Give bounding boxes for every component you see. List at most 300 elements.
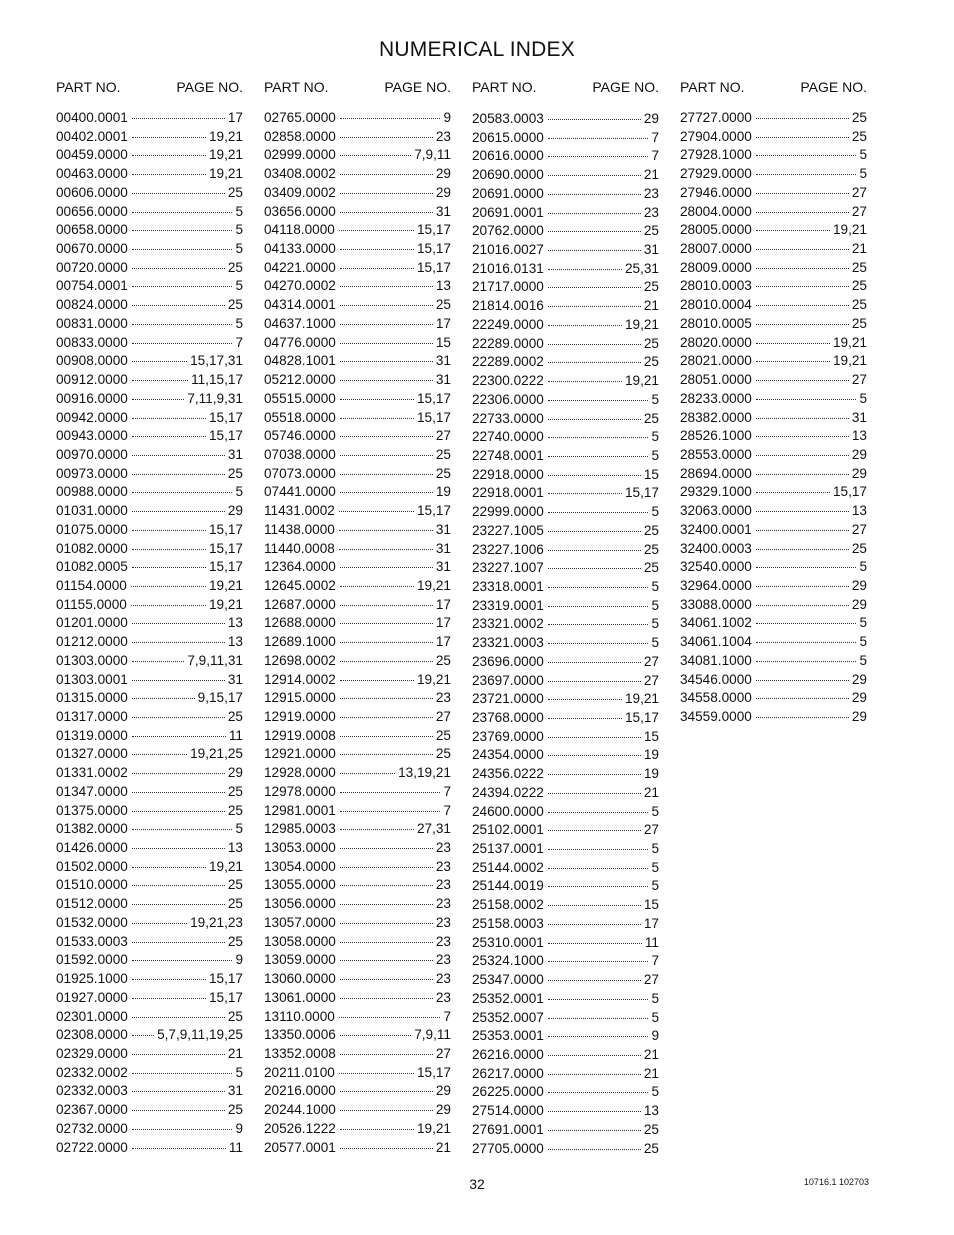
part-number: 12914.0002: [264, 671, 336, 687]
dot-leader: [548, 568, 641, 569]
part-number: 32063.0000: [680, 503, 752, 519]
index-entry: [472, 316, 659, 335]
dot-leader: [340, 904, 433, 905]
page-references: 19,21,23: [190, 914, 243, 930]
index-entry: [56, 390, 243, 409]
index-entry: [56, 708, 243, 727]
dot-leader: [132, 361, 187, 362]
dot-leader: [340, 418, 414, 419]
index-rows: [264, 109, 451, 1157]
dot-leader: [340, 305, 433, 306]
index-entry: [56, 315, 243, 334]
page-references: 7: [651, 148, 659, 164]
page-references: 17: [435, 315, 451, 331]
page-references: 25: [643, 223, 659, 239]
page-references: 13: [851, 503, 867, 519]
part-number: 34558.0000: [680, 690, 752, 706]
index-entry: [264, 521, 451, 540]
part-number: 05518.0000: [264, 409, 336, 425]
page-references: 25: [227, 1008, 243, 1024]
index-entry: [264, 296, 451, 315]
index-entry: [472, 260, 659, 279]
part-number: 11438.0000: [264, 521, 335, 537]
part-number: 22918.0000: [472, 466, 544, 482]
part-number: 00400.0001: [56, 110, 128, 125]
page-references: 25: [435, 727, 451, 743]
dot-leader: [132, 867, 206, 868]
dot-leader: [340, 155, 411, 156]
index-entry: [56, 671, 243, 690]
index-entry: [472, 204, 659, 223]
index-entry: [264, 839, 451, 858]
part-number: 13061.0000: [264, 989, 336, 1005]
page-references: 19,21: [832, 353, 867, 369]
dot-leader: [340, 773, 395, 774]
index-entry: [680, 614, 867, 633]
part-number: 34061.1002: [680, 615, 752, 631]
part-number: 12985.0003: [264, 821, 336, 837]
part-number: 34061.1004: [680, 634, 752, 650]
index-entry: [472, 1009, 659, 1028]
dot-leader: [132, 549, 206, 550]
index-entry: [56, 989, 243, 1008]
page-references: 25: [435, 465, 451, 481]
page-references: 27: [435, 709, 451, 724]
page-references: 23: [643, 185, 659, 201]
page-references: 25: [643, 560, 659, 576]
index-entry: [56, 745, 243, 764]
page-references: 21: [643, 298, 659, 314]
column-header: [472, 79, 659, 97]
part-number: 03409.0002: [264, 184, 336, 200]
dot-leader: [548, 924, 641, 925]
dot-leader: [548, 643, 649, 644]
part-number: 23721.0000: [472, 691, 544, 707]
page-references: 13: [227, 634, 243, 650]
dot-leader: [756, 137, 849, 138]
page-references: 15,17,31: [190, 353, 243, 369]
part-number: 12919.0000: [264, 709, 336, 724]
dot-leader: [548, 325, 622, 326]
dot-leader: [340, 885, 433, 886]
index-entry: [56, 820, 243, 839]
dot-leader: [340, 792, 441, 793]
page-references: 19,21: [208, 166, 243, 182]
dot-leader: [340, 717, 433, 718]
dot-leader: [548, 213, 641, 214]
page-references: 5: [651, 597, 659, 613]
index-entry: [264, 951, 451, 970]
part-number: 07441.0000: [264, 484, 336, 500]
part-number: 23697.0000: [472, 672, 544, 688]
dot-leader: [548, 1111, 641, 1112]
dot-leader: [756, 455, 849, 456]
dot-leader: [340, 829, 414, 830]
part-number: 28553.0000: [680, 446, 752, 462]
part-number: 11440.0008: [264, 540, 335, 556]
part-number: 21717.0000: [472, 279, 544, 295]
index-entry: [472, 503, 659, 522]
dot-leader: [548, 699, 622, 700]
dot-leader: [132, 998, 206, 999]
page-references: 7,9,11: [414, 1027, 451, 1043]
dot-leader: [132, 193, 225, 194]
page-references: 7: [651, 129, 659, 145]
part-number: 20583.0003: [472, 111, 544, 126]
index-entry: [56, 577, 243, 596]
dot-leader: [756, 549, 849, 550]
dot-leader: [756, 530, 849, 531]
part-number: 28694.0000: [680, 465, 752, 481]
part-number: 33088.0000: [680, 596, 752, 612]
part-number: 01303.0000: [56, 652, 128, 668]
page-references: 25: [227, 877, 243, 893]
page-references: 25,31: [624, 260, 659, 276]
part-number: 02765.0000: [264, 110, 336, 125]
dot-leader: [132, 885, 225, 886]
index-entry: [264, 128, 451, 147]
part-number: 04221.0000: [264, 259, 336, 275]
part-number: 00916.0000: [56, 390, 128, 406]
document-id: 10716.1 102703: [803, 1177, 869, 1187]
index-entry: [264, 876, 451, 895]
index-entry: [680, 708, 867, 727]
part-number: 02301.0000: [56, 1008, 128, 1024]
dot-leader: [548, 1149, 641, 1150]
part-number: 24600.0000: [472, 803, 544, 819]
dot-leader: [340, 998, 433, 999]
page-references: 25: [851, 259, 867, 275]
dot-leader: [548, 1018, 649, 1019]
page-references: 5: [651, 841, 659, 857]
page-references: 9: [651, 1028, 659, 1044]
part-number: 00908.0000: [56, 353, 128, 369]
dot-leader: [340, 923, 433, 924]
index-entry: [56, 128, 243, 147]
index-entry: [56, 277, 243, 296]
page-references: 25: [227, 259, 243, 275]
page-references: 25: [227, 297, 243, 313]
dot-leader: [756, 399, 857, 400]
part-number: 32964.0000: [680, 577, 752, 593]
page-references: 31: [435, 559, 451, 575]
dot-leader: [132, 698, 195, 699]
dot-leader: [548, 587, 649, 588]
page-references: 7: [443, 802, 451, 818]
index-entry: [472, 1102, 659, 1121]
part-number: 22289.0002: [472, 354, 544, 370]
part-number: 13058.0000: [264, 933, 336, 949]
page-references: 25: [227, 933, 243, 949]
dot-leader: [756, 174, 857, 175]
part-number: 01502.0000: [56, 858, 128, 874]
page-references: 5: [651, 391, 659, 407]
index-entry: [56, 502, 243, 521]
index-entry: [264, 783, 451, 802]
part-number: 12688.0000: [264, 615, 336, 631]
dot-leader: [132, 324, 233, 325]
index-entry: [472, 466, 659, 485]
index-entry: [264, 483, 451, 502]
dot-leader: [131, 605, 206, 606]
dot-leader: [340, 736, 433, 737]
index-entry: [264, 895, 451, 914]
index-entry: [264, 502, 451, 521]
page-references: 27: [643, 822, 659, 838]
index-entry: [264, 577, 451, 596]
page-references: 19,21: [624, 373, 659, 389]
part-number: 20691.0000: [472, 185, 544, 201]
part-number: 23318.0001: [472, 578, 544, 594]
index-entry: [472, 1083, 659, 1102]
part-number: 01319.0000: [56, 727, 128, 743]
part-number: 23321.0002: [472, 616, 544, 632]
column-header: [264, 79, 451, 97]
index-entry: [472, 1121, 659, 1140]
part-number: 20211.0100: [264, 1064, 335, 1080]
part-number: 20616.0000: [472, 148, 544, 164]
dot-leader: [548, 381, 622, 382]
page-references: 15: [643, 897, 659, 913]
dot-leader: [132, 530, 206, 531]
part-number: 32540.0000: [680, 559, 752, 575]
dot-leader: [340, 474, 433, 475]
index-entry: [56, 203, 243, 222]
part-number: 00402.0001: [56, 128, 128, 144]
dot-leader: [756, 623, 857, 624]
page-no-header: PAGE NO.: [800, 79, 867, 95]
index-entry: [264, 1101, 451, 1120]
dot-leader: [132, 1073, 233, 1074]
dot-leader: [548, 999, 649, 1000]
page-references: 5: [651, 878, 659, 894]
page-references: 25: [643, 354, 659, 370]
page-references: 15,17: [416, 1064, 451, 1080]
page-references: 31: [227, 671, 243, 687]
index-entry: [56, 839, 243, 858]
index-entry: [56, 727, 243, 746]
page-references: 31: [227, 1083, 243, 1099]
index-entry: [56, 371, 243, 390]
dot-leader: [132, 567, 206, 568]
dot-leader: [340, 343, 433, 344]
dot-leader: [340, 268, 414, 269]
dot-leader: [132, 1129, 233, 1130]
dot-leader: [548, 194, 641, 195]
part-number: 01331.0002: [56, 765, 128, 781]
index-entry: [264, 277, 451, 296]
page-references: 19: [643, 766, 659, 782]
index-entry: [680, 334, 867, 353]
dot-leader: [756, 380, 849, 381]
part-number: 34081.1000: [680, 652, 752, 668]
dot-leader: [132, 942, 225, 943]
part-number: 22748.0001: [472, 447, 544, 463]
page-references: 5: [235, 821, 243, 837]
part-number: 02332.0002: [56, 1064, 128, 1080]
page-references: 9: [235, 952, 243, 968]
index-entry: [264, 203, 451, 222]
part-number: 27929.0000: [680, 166, 752, 182]
dot-leader: [340, 754, 433, 755]
page-references: 23: [435, 914, 451, 930]
index-entry: [264, 1064, 451, 1083]
part-number: 00973.0000: [56, 465, 128, 481]
part-number: 20216.0000: [264, 1083, 336, 1099]
part-number: 28233.0000: [680, 390, 752, 406]
index-entry: [472, 709, 659, 728]
part-number: 00943.0000: [56, 428, 128, 444]
dot-leader: [756, 286, 849, 287]
dot-leader: [756, 586, 849, 587]
index-entry: [56, 1026, 243, 1045]
index-entry: [264, 933, 451, 952]
index-rows: [472, 110, 659, 1158]
dot-leader: [548, 531, 641, 532]
dot-leader: [340, 1148, 433, 1149]
part-no-header: PART NO.: [264, 79, 329, 95]
page-references: 25: [227, 802, 243, 818]
dot-leader: [340, 137, 433, 138]
index-entry: [680, 203, 867, 222]
index-entry: [472, 578, 659, 597]
page-references: 19,21: [832, 334, 867, 350]
part-number: 23769.0000: [472, 728, 544, 744]
page-references: 31: [227, 446, 243, 462]
page-references: 5: [235, 278, 243, 294]
page-references: 29: [851, 596, 867, 612]
page-references: 15,17: [624, 485, 659, 501]
index-entry: [56, 895, 243, 914]
page-references: 7,11,9,31: [187, 390, 243, 406]
page-references: 7: [235, 334, 243, 350]
page-references: 5: [651, 990, 659, 1006]
index-entry: [472, 297, 659, 316]
index-entry: [680, 689, 867, 708]
part-number: 01532.0000: [56, 914, 128, 930]
part-number: 00831.0000: [56, 315, 128, 331]
dot-leader: [548, 550, 641, 551]
dot-leader: [340, 1129, 414, 1130]
dot-leader: [548, 812, 649, 813]
part-number: 01315.0000: [56, 690, 128, 706]
index-entry: [680, 540, 867, 559]
page-references: 15: [643, 466, 659, 482]
index-entry: [56, 184, 243, 203]
dot-leader: [340, 942, 433, 943]
page-references: 23: [435, 952, 451, 968]
index-entry: [472, 859, 659, 878]
part-number: 01375.0000: [56, 802, 128, 818]
page-references: 29: [851, 709, 867, 724]
index-entry: [680, 296, 867, 315]
dot-leader: [132, 1110, 225, 1111]
dot-leader: [548, 1130, 641, 1131]
page-references: 27: [643, 672, 659, 688]
part-number: 24354.0000: [472, 747, 544, 763]
dot-leader: [340, 1110, 433, 1111]
part-number: 04118.0000: [264, 222, 335, 238]
page-references: 15,17: [208, 559, 243, 575]
index-entry: [56, 483, 243, 502]
dot-leader: [756, 492, 830, 493]
page-references: 5: [235, 203, 243, 219]
part-number: 25353.0001: [472, 1028, 544, 1044]
dot-leader: [132, 305, 225, 306]
dot-leader: [548, 793, 641, 794]
index-entry: [680, 409, 867, 428]
index-entry: [264, 540, 451, 559]
dot-leader: [340, 867, 433, 868]
page-references: 17: [435, 615, 451, 631]
page-references: 19,21: [416, 1120, 451, 1136]
page-references: 29: [227, 503, 243, 519]
part-number: 20244.1000: [264, 1102, 336, 1118]
dot-leader: [340, 249, 414, 250]
index-entry: [264, 409, 451, 428]
part-number: 13056.0000: [264, 896, 336, 912]
part-number: 28010.0003: [680, 278, 752, 294]
part-number: 28382.0000: [680, 409, 752, 425]
page-references: 25: [435, 446, 451, 462]
page-references: 19,21: [624, 316, 659, 332]
dot-leader: [132, 811, 225, 812]
page-references: 25: [227, 184, 243, 200]
part-number: 01592.0000: [56, 952, 128, 968]
page-references: 23: [435, 896, 451, 912]
page-references: 15,17: [624, 710, 659, 725]
index-entry: [472, 690, 659, 709]
dot-leader: [132, 1054, 225, 1055]
part-number: 02858.0000: [264, 128, 336, 144]
part-number: 23227.1007: [472, 560, 544, 576]
part-number: 04133.0000: [264, 241, 336, 257]
index-entry: [56, 633, 243, 652]
part-no-header: PART NO.: [56, 79, 121, 95]
page-references: 25: [851, 128, 867, 144]
index-entry: [472, 447, 659, 466]
dot-leader: [132, 249, 233, 250]
dot-leader: [132, 848, 225, 849]
part-number: 25144.0019: [472, 878, 544, 894]
part-number: 13059.0000: [264, 952, 336, 968]
part-number: 25347.0000: [472, 972, 544, 988]
page-references: 25: [435, 746, 451, 762]
part-number: 20615.0000: [472, 129, 544, 145]
page-references: 11: [644, 934, 659, 950]
page-references: 5: [235, 241, 243, 257]
page-references: 27: [851, 203, 867, 219]
part-number: 01031.0000: [56, 503, 128, 519]
part-number: 07073.0000: [264, 465, 336, 481]
index-entry: [264, 1139, 451, 1158]
page-references: 21: [227, 1045, 243, 1061]
page-references: 29: [643, 111, 659, 126]
dot-leader: [548, 886, 649, 887]
dot-leader: [339, 511, 414, 512]
part-number: 01317.0000: [56, 709, 128, 724]
page-references: 27: [435, 428, 451, 444]
page-references: 15,17: [208, 989, 243, 1005]
page-references: 11: [228, 727, 243, 743]
dot-leader: [132, 474, 225, 475]
part-number: 00656.0000: [56, 203, 128, 219]
page-references: 25: [643, 279, 659, 295]
dot-leader: [132, 137, 206, 138]
page-references: 19,21: [416, 577, 451, 593]
index-entry: [472, 278, 659, 297]
dot-leader: [132, 1148, 226, 1149]
